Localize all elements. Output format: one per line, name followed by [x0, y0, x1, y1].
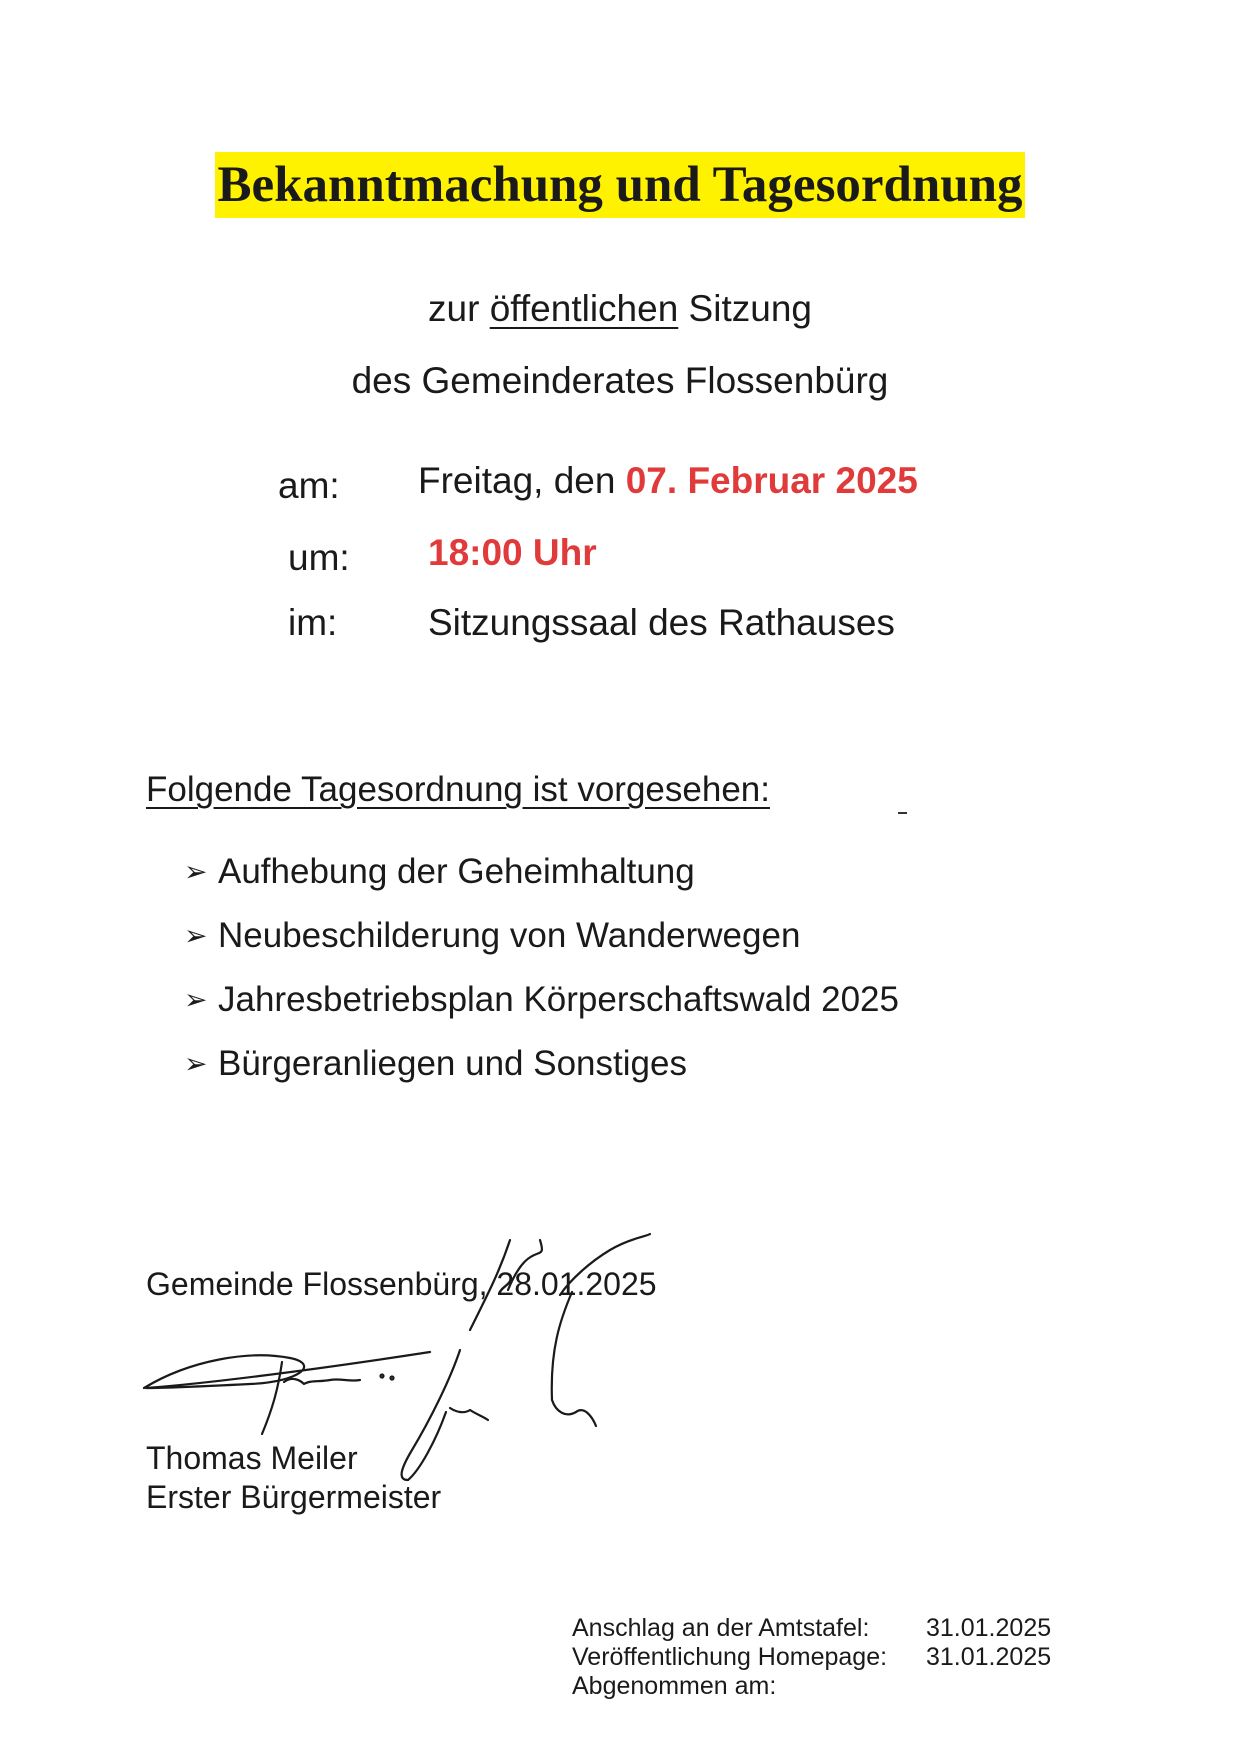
- intro-prefix: zur: [428, 288, 490, 329]
- meeting-date: 07. Februar 2025: [625, 460, 918, 501]
- arrow-bullet-icon: ➢: [184, 984, 208, 1015]
- time-label: um:: [288, 537, 350, 578]
- date-value: [418, 460, 918, 502]
- agenda-heading: Folgende Tagesordnung ist vorgesehen:: [146, 770, 770, 809]
- title-block: [0, 152, 1240, 218]
- signer-name: Thomas Meiler: [146, 1440, 358, 1476]
- date-label: am:: [278, 465, 340, 506]
- agenda-item-text: Jahresbetriebsplan Körperschaftswald 2025: [218, 980, 899, 1019]
- footer-label: Veröffentlichung Homepage:: [572, 1643, 888, 1671]
- meeting-time: 18:00 Uhr: [428, 532, 597, 573]
- agenda-item-text: Bürgeranliegen und Sonstiges: [218, 1044, 687, 1083]
- intro-emphasis: öffentlichen: [489, 288, 679, 329]
- intro-line-2: des Gemeinderates Flossenbürg: [351, 360, 889, 401]
- date-prefix: Freitag, den: [418, 460, 626, 501]
- signer-role: Erster Bürgermeister: [146, 1479, 442, 1515]
- page-title: Bekanntmachung und Tagesordnung: [215, 152, 1024, 218]
- agenda-item-text: Neubeschilderung von Wanderwegen: [218, 916, 801, 955]
- footer-label: Abgenommen am:: [572, 1672, 777, 1700]
- agenda-item: [184, 1044, 687, 1084]
- place-date: Gemeinde Flossenbürg, 28.01.2025: [146, 1266, 657, 1302]
- footer-label: Anschlag an der Amtstafel:: [572, 1614, 870, 1642]
- agenda-item-text: Aufhebung der Geheimhaltung: [218, 852, 695, 891]
- agenda-item: [184, 980, 899, 1020]
- arrow-bullet-icon: ➢: [184, 1048, 208, 1079]
- agenda-item: [184, 852, 695, 892]
- agenda-item: [184, 916, 800, 956]
- footer-value: 31.01.2025: [926, 1643, 1052, 1671]
- meeting-location: Sitzungssaal des Rathauses: [428, 602, 895, 643]
- arrow-bullet-icon: ➢: [184, 856, 208, 887]
- intro-line-1: [0, 288, 1240, 330]
- stray-mark: [898, 812, 907, 814]
- location-label: im:: [288, 602, 338, 643]
- footer-value: 31.01.2025: [926, 1614, 1052, 1642]
- arrow-bullet-icon: ➢: [184, 920, 208, 951]
- intro-suffix: Sitzung: [678, 288, 812, 329]
